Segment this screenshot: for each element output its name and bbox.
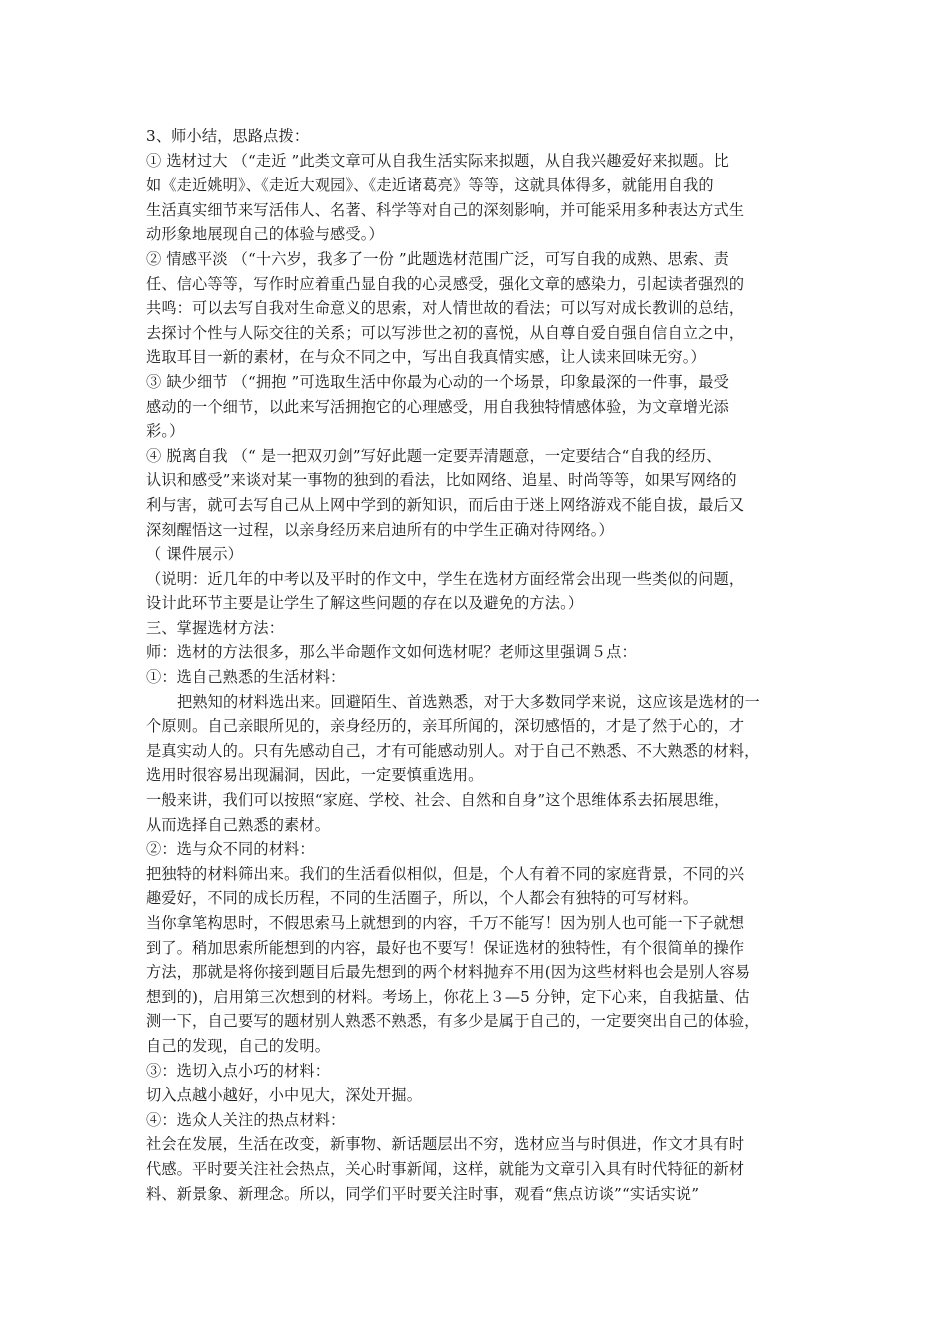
document-page xyxy=(146,124,814,1206)
text-line: 选取耳目一新的素材，在与众不同之中，写出自我真情实感，让人读来回味无穷。） xyxy=(146,348,706,367)
section-heading: 三、掌握选材方法： xyxy=(146,618,285,637)
text-line: 感动的一个细节，以此来写活拥抱它的心理感受，用自我独特情感体验，为文章增光添 xyxy=(146,397,729,416)
text-line: 共鸣：可以去写自我对生命意义的思索，对人情世故的看法；可以写对成长教训的总结， xyxy=(146,299,745,318)
text-line: 选用时很容易出现漏洞，因此，一定要慎重选用。 xyxy=(146,766,484,785)
text-line: 方法，那就是将你接到题目后最先想到的两个材料抛弃不用(因为这些材料也会是别人容易 xyxy=(146,963,751,982)
text-line: ③ 缺少细节 （“拥抱 ”可选取生活中你最为心动的一个场景，印象最深的一件事，最受 xyxy=(146,372,729,391)
subheading: ②：选与众不同的材料： xyxy=(146,840,315,859)
text-line: 自己的发现，自己的发明。 xyxy=(146,1036,331,1055)
text-line: （说明：近几年的中考以及平时的作文中，学生在选材方面经常会出现一些类似的问题， xyxy=(146,569,745,588)
text-line: 去探讨个性与人际交往的关系；可以写涉世之初的喜悦，从自尊自爱自强自信自立之中， xyxy=(146,323,745,342)
text-line: 任、信心等等，写作时应着重凸显自我的心灵感受，强化文章的感染力，引起读者强烈的 xyxy=(146,274,745,293)
text-line: 代感。平时要关注社会热点，关心时事新闻，这样，就能为文章引入具有时代特征的新材 xyxy=(146,1159,745,1178)
text-line: ④ 脱离自我 （“ 是一把双刃剑”写好此题一定要弄清题意，一定要结合“自我的经历、 xyxy=(146,446,722,465)
text-line: 如《走近姚明》、《走近大观园》、《走近诸葛亮》等等，这就具体得多，就能用自我的 xyxy=(146,176,714,195)
text-line: 切入点越小越好，小中见大，深处开掘。 xyxy=(146,1086,423,1105)
text-line: 个原则。自己亲眼所见的，亲身经历的，亲耳所闻的，深切感悟的，才是了然于心的，才 xyxy=(146,717,745,736)
text-line: 一般来讲，我们可以按照“家庭、学校、社会、自然和自身”这个思维体系去拓展思维， xyxy=(146,791,730,810)
text-line: 到了。稍加思索所能想到的内容，最好也不要写！保证选材的独特性，有个很简单的操作 xyxy=(146,938,745,957)
subheading: ①：选自己熟悉的生活材料： xyxy=(146,668,346,687)
text-line: 生活真实细节来写活伟人、名著、科学等对自己的深刻影响，并可能采用多种表达方式生 xyxy=(146,200,745,219)
subheading: ③：选切入点小巧的材料： xyxy=(146,1061,331,1080)
subheading: ④：选众人关注的热点材料： xyxy=(146,1110,346,1129)
text-line: 测一下，自己要写的题材别人熟悉不熟悉，有多少是属于自己的，一定要突出自己的体验， xyxy=(146,1012,760,1031)
text-line: 料、新景象、新理念。所以，同学们平时要关注时事，观看“焦点访谈”“实话实说” xyxy=(146,1184,700,1203)
text-line: ② 情感平淡 （“十六岁，我多了一份 ”此题选材范围广泛，可写自我的成熟、思索、责 xyxy=(146,249,729,268)
text-line: 从而选择自己熟悉的素材。 xyxy=(146,815,331,834)
text-line: 当你拿笔构思时，不假思索马上就想到的内容，千万不能写！因为别人也可能一下子就想 xyxy=(146,914,745,932)
text-line: 彩。） xyxy=(146,422,185,441)
text-line: 社会在发展，生活在改变，新事物、新话题层出不穷，选材应当与时俱进，作文才具有时 xyxy=(146,1135,745,1154)
text-line: 动形象地展现自己的体验与感受。） xyxy=(146,225,384,244)
text-line: 利与害，就可去写自己从上网中学到的新知识，而后由于迷上网络游戏不能自拔，最后又 xyxy=(146,495,745,514)
text-line: 趣爱好，不同的成长历程，不同的生活圈子，所以，个人都会有独特的可写材料。 xyxy=(146,889,699,908)
text-line: 师：选材的方法很多，那么半命题作文如何选材呢？老师这里强调５点： xyxy=(146,643,637,662)
text-line: ① 选材过大 （“走近 ”此类文章可从自我生活实际来拟题，从自我兴趣爱好来拟题。比 xyxy=(146,151,729,170)
text-line: 把熟知的材料选出来。回避陌生、首选熟悉，对于大多数同学来说，这应该是选材的一 xyxy=(177,692,760,711)
text-line: 是真实动人的。只有先感动自己，才有可能感动别人。对于自己不熟悉、不大熟悉的材料， xyxy=(146,741,760,760)
text-line: 想到的)，启用第三次想到的材料。考场上，你花上３—5 分钟，定下心来，自我掂量、估 xyxy=(146,987,750,1006)
text-line: 设计此环节主要是让学生了解这些问题的存在以及避免的方法。） xyxy=(146,594,584,613)
text-line: 深刻醒悟这一过程，以亲身经历来启迪所有的中学生正确对待网络。） xyxy=(146,520,614,539)
text-line: 认识和感受”来谈对某一事物的独到的看法，比如网络、追星、时尚等等，如果写网络的 xyxy=(146,471,737,490)
text-line: 把独特的材料筛出来。我们的生活看似相似，但是，个人有着不同的家庭背景，不同的兴 xyxy=(146,864,745,883)
text-line: （ 课件展示） xyxy=(146,545,244,564)
heading-summary: 3、师小结，思路点拨： xyxy=(146,127,310,145)
